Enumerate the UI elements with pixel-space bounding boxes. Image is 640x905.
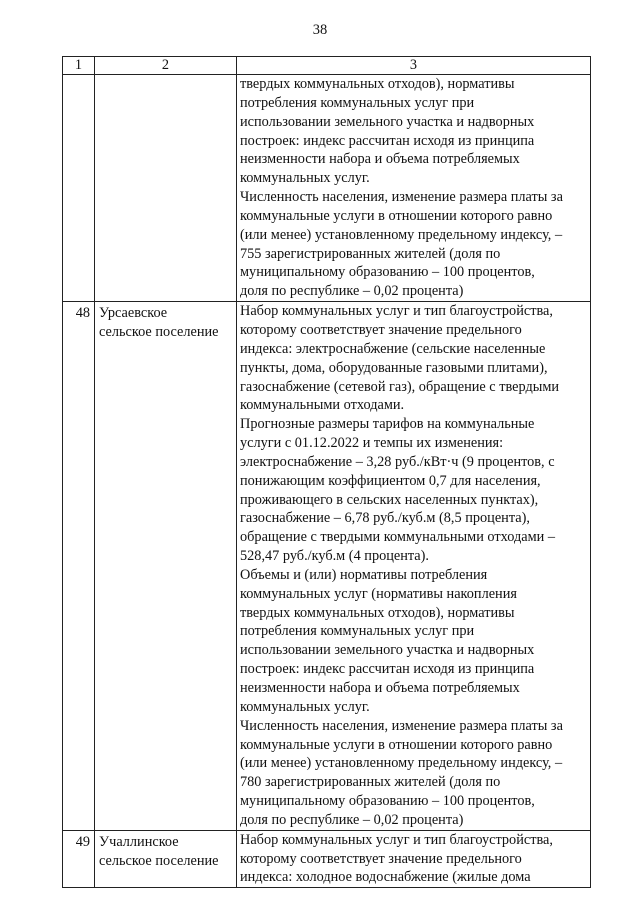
- description-line: коммунальных услуг.: [240, 170, 370, 187]
- header-col-2: 2: [95, 57, 237, 75]
- description-line: потребления коммунальных услуг при: [240, 623, 475, 640]
- header-col-3: 3: [237, 57, 591, 75]
- row-number: 49: [63, 830, 95, 888]
- description-line: услуги с 01.12.2022 и темпы их изменения:: [240, 435, 504, 452]
- page-number: 38: [312, 22, 328, 38]
- description-line: 780 зарегистрированных жителей (доля по: [240, 774, 501, 791]
- description-line: индекса: электроснабжение (сельские населенные: [240, 340, 546, 357]
- description-cell: [237, 302, 591, 831]
- row-number: [63, 75, 95, 302]
- description-line: использовании земельного участка и надворных: [240, 642, 535, 659]
- description-line: 755 зарегистрированных жителей (доля по: [240, 245, 501, 262]
- description-line: муниципальному образованию – 100 процентов,: [240, 264, 535, 281]
- description-line: Прогнозные размеры тарифов на коммунальные: [240, 416, 535, 433]
- description-line: пункты, дома, оборудованные газовыми плитами),: [240, 359, 548, 376]
- tariff-table: [62, 56, 591, 888]
- table-row: [63, 830, 591, 888]
- table-row: [63, 302, 591, 831]
- description-line: обращение с твердыми коммунальными отходами –: [240, 529, 556, 546]
- description-line: (или менее) установленному предельному индексу, –: [240, 755, 563, 772]
- settlement-name-line: сельское поселение: [99, 852, 219, 869]
- table-row: [63, 75, 591, 302]
- description-line: построек: индекс рассчитан исходя из принципа: [240, 661, 535, 678]
- header-col-1: 1: [63, 57, 95, 75]
- description-line: Численность населения, изменение размера платы за: [240, 189, 563, 206]
- row-number: 48: [63, 302, 95, 831]
- description-line: Набор коммунальных услуг и тип благоустройства,: [240, 303, 553, 320]
- settlement-name: [95, 75, 237, 302]
- description-line: доля по республике – 0,02 процента): [240, 283, 464, 300]
- description-line: коммунальные услуги в отношении которого равно: [240, 207, 553, 224]
- description-line: неизменности набора и объема потребляемых: [240, 151, 520, 168]
- description-line: твердых коммунальных отходов), нормативы: [240, 604, 515, 621]
- description-line: Численность населения, изменение размера платы за: [240, 717, 563, 734]
- settlement-name: [95, 302, 237, 831]
- description-line: коммунальными отходами.: [240, 397, 405, 414]
- settlement-name-line: Учаллинское: [99, 833, 179, 850]
- description-line: твердых коммунальных отходов), нормативы: [240, 76, 515, 92]
- description-line: муниципальному образованию – 100 процентов,: [240, 793, 535, 810]
- description-line: доля по республике – 0,02 процента): [240, 811, 464, 828]
- description-line: построек: индекс рассчитан исходя из принципа: [240, 132, 535, 149]
- description-line: газоснабжение – 6,78 руб./куб.м (8,5 процента),: [240, 510, 530, 527]
- table-body: [63, 57, 591, 888]
- description-line: коммунальные услуги в отношении которого равно: [240, 736, 553, 753]
- description-line: которому соответствует значение предельного: [240, 850, 522, 867]
- description-cell: [237, 75, 591, 302]
- description-line: индекса: холодное водоснабжение (жилые дома: [240, 869, 531, 886]
- header-row: [63, 57, 591, 75]
- settlement-name-line: Урсаевское: [99, 305, 168, 322]
- description-line: проживающего в сельских населенных пунктах),: [240, 491, 539, 508]
- description-line: электроснабжение – 3,28 руб./кВт·ч (9 процентов, с: [240, 453, 555, 470]
- description-line: (или менее) установленному предельному индексу, –: [240, 226, 563, 243]
- description-line: использовании земельного участка и надворных: [240, 113, 535, 130]
- description-line: неизменности набора и объема потребляемых: [240, 680, 520, 696]
- description-line: Набор коммунальных услуг и тип благоустройства,: [240, 831, 553, 848]
- description-line: Объемы и (или) нормативы потребления: [240, 566, 488, 583]
- description-line: коммунальных услуг (нормативы накопления: [240, 585, 517, 602]
- description-line: коммунальных услуг.: [240, 698, 370, 715]
- description-line: которому соответствует значение предельного: [240, 321, 522, 338]
- settlement-name: [95, 830, 237, 888]
- description-line: 528,47 руб./куб.м (4 процента).: [240, 548, 429, 565]
- description-line: потребления коммунальных услуг при: [240, 94, 475, 111]
- settlement-name-line: сельское поселение: [99, 323, 219, 340]
- description-line: газоснабжение (сетевой газ), обращение с твердыми: [240, 378, 560, 395]
- description-line: понижающим коэффициентом 0,7 для населения,: [240, 472, 541, 489]
- description-cell: [237, 830, 591, 888]
